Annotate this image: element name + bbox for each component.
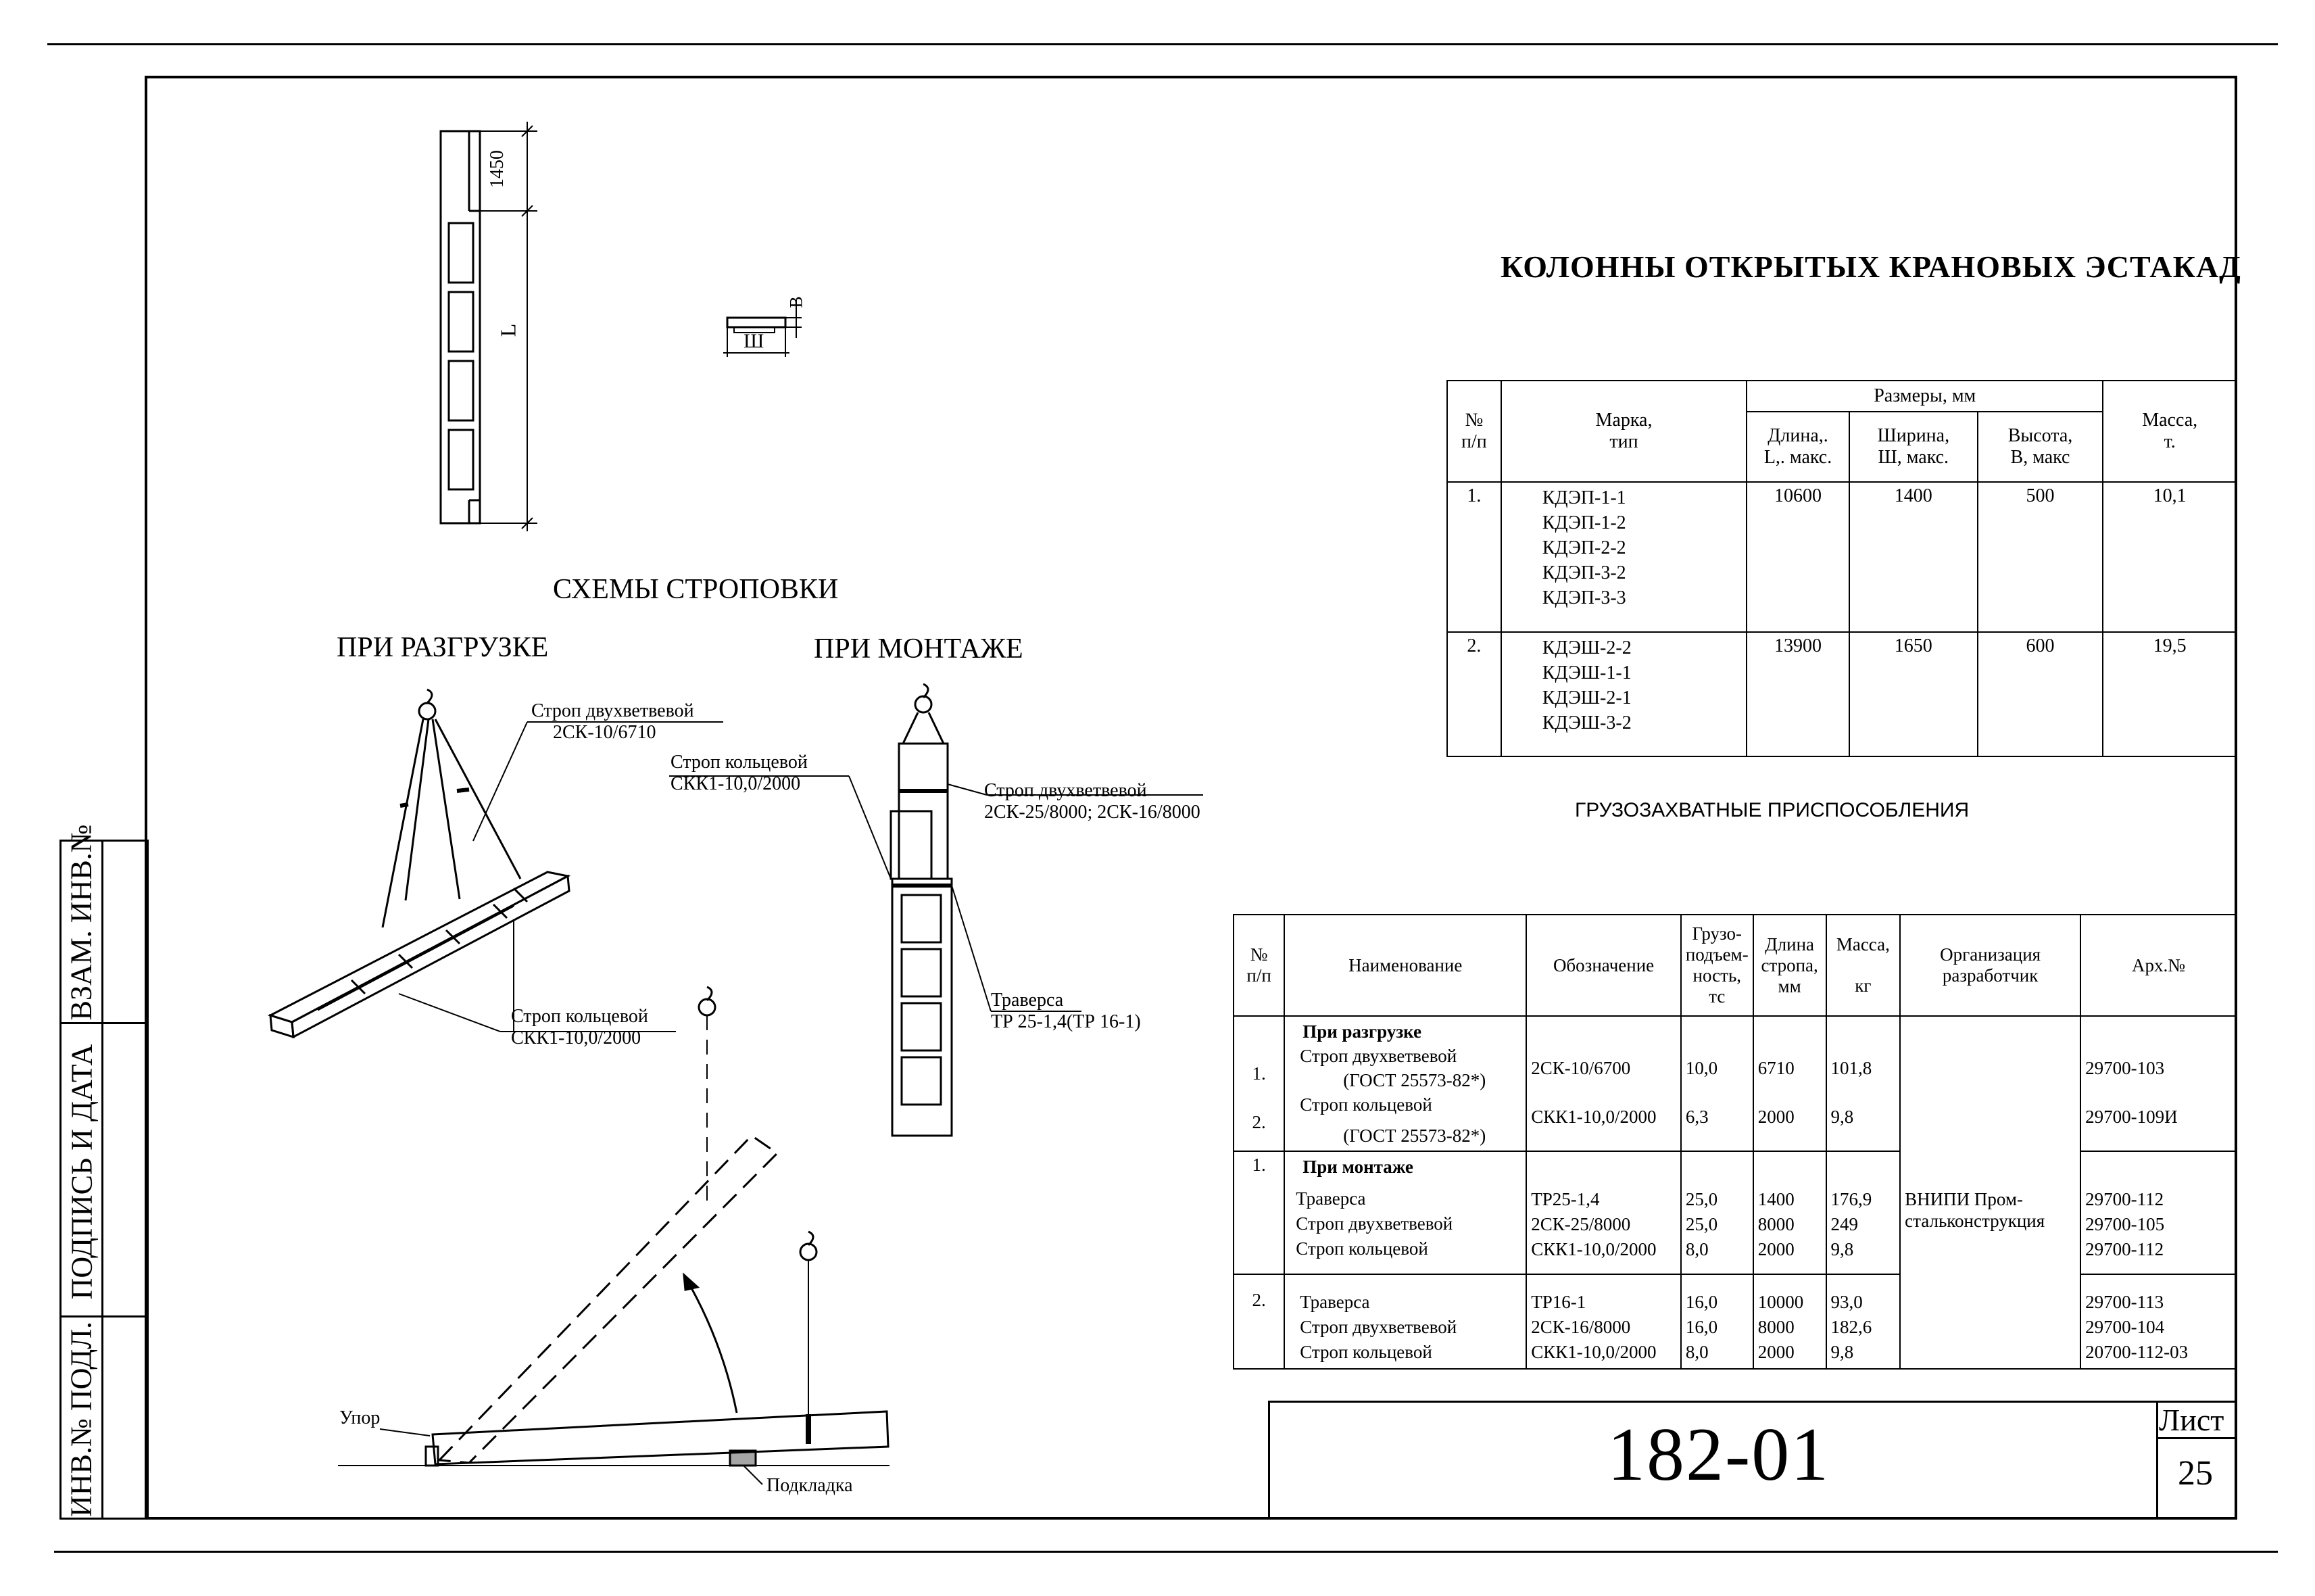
- t2-head-capacity: тс: [1709, 986, 1726, 1007]
- t2-g1-name2: (ГОСТ 25573-82*): [1343, 1126, 1486, 1146]
- t1-head-width2: Ш, макс.: [1878, 447, 1949, 468]
- t1-head-mark2: тип: [1609, 431, 1638, 452]
- t2-head-arch: Арх.№: [2080, 915, 2237, 1016]
- t2-g3-code: 2СК-16/8000: [1531, 1317, 1631, 1337]
- t1-row1-mark: КДЭП-1-1: [1542, 487, 1626, 508]
- t2-head-capacity: ность,: [1692, 965, 1742, 986]
- unload-sling-two-label: Строп двухветвевой: [531, 700, 694, 721]
- page-title: КОЛОННЫ ОТКРЫТЫХ КРАНОВЫХ ЭСТАКАД: [1501, 249, 2241, 284]
- mount-sling-ring-code: СКК1-10,0/2000: [671, 773, 801, 794]
- t2-g2-num: 1.: [1234, 1151, 1284, 1274]
- t1-head-mass2: т.: [2164, 431, 2176, 452]
- stamp-signature-date: ПОДПИСЬ И ДАТА: [65, 1044, 99, 1300]
- t2-g1-num: 2.: [1252, 1112, 1266, 1132]
- t2-g3-num: 2.: [1234, 1274, 1284, 1369]
- t1-head-num: №: [1465, 410, 1484, 431]
- t2-g1-mass: 9,8: [1830, 1107, 1854, 1127]
- t1-row2-num: 2.: [1447, 632, 1501, 756]
- t2-g3-name: Траверса: [1300, 1292, 1370, 1312]
- pad-label: Подкладка: [766, 1475, 853, 1496]
- sheet-number: 25: [2178, 1454, 2213, 1493]
- t2-g2-arch: 29700-105: [2085, 1214, 2165, 1234]
- t2-head-mass: Масса,: [1836, 934, 1890, 954]
- t1-head-width: Ширина,: [1877, 425, 1950, 446]
- t2-g3-mass: 93,0: [1830, 1292, 1863, 1312]
- t2-g3-len: 2000: [1757, 1342, 1795, 1362]
- traverse-label: Траверса: [991, 990, 1064, 1011]
- t2-g3-arch: 20700-112-03: [2085, 1342, 2189, 1362]
- t1-row2-width: 1650: [1849, 632, 1978, 756]
- t2-g1-cap: 6,3: [1685, 1107, 1709, 1127]
- t2-g3-code: ТР16-1: [1531, 1292, 1586, 1312]
- t1-row1-mass: 10,1: [2103, 482, 2237, 632]
- t1-row1-mark: КДЭП-3-3: [1542, 587, 1626, 608]
- stamp-inv-podl: ИНВ.№ ПОДЛ.: [64, 1321, 98, 1518]
- t2-g2-mass: 249: [1830, 1214, 1859, 1234]
- t2-g2-title: При монтаже: [1302, 1157, 1413, 1177]
- columns-table: [1446, 380, 2237, 757]
- t2-g1-name: Строп двухветвевой: [1300, 1046, 1457, 1066]
- t1-head-num2: п/п: [1461, 431, 1487, 452]
- t1-row2-mark: КДЭШ-1-1: [1542, 662, 1632, 683]
- t2-head-length: мм: [1778, 975, 1801, 996]
- t2-g3-mass: 182,6: [1830, 1317, 1872, 1337]
- t1-row1-mark: КДЭП-3-2: [1542, 562, 1626, 583]
- t2-head-length: Длина: [1765, 934, 1815, 954]
- table-row: [1234, 1016, 2237, 1151]
- t2-g1-name: Строп кольцевой: [1300, 1094, 1432, 1115]
- table-row: [1447, 482, 2237, 632]
- t2-g1-len: 2000: [1757, 1107, 1795, 1127]
- t2-g2-len: 1400: [1757, 1189, 1795, 1209]
- t2-g1-len: 6710: [1757, 1058, 1795, 1078]
- t1-head-sizes: Размеры, мм: [1874, 385, 1976, 406]
- dim-length-label: L: [495, 323, 520, 337]
- t2-head-capacity: Грузо-: [1692, 923, 1743, 944]
- t2-g1-mass: 101,8: [1830, 1058, 1872, 1078]
- t2-g2-arch: 29700-112: [2085, 1239, 2164, 1259]
- drawing-code: 182-01: [1607, 1413, 1830, 1497]
- t1-row2-mark: КДЭШ-2-1: [1542, 687, 1632, 708]
- t2-g3-name: Строп двухветвевой: [1300, 1317, 1457, 1337]
- t2-g3-len: 10000: [1757, 1292, 1804, 1312]
- mount-sling-two-label: Строп двухветвевой: [984, 780, 1147, 801]
- mounting-title: ПРИ МОНТАЖЕ: [814, 633, 1023, 664]
- dim-height-label: В: [786, 296, 806, 308]
- lifting-devices-caption: ГРУЗОЗАХВАТНЫЕ ПРИСПОСОБЛЕНИЯ: [1575, 799, 1970, 821]
- bottom-border-line: [54, 1551, 2278, 1553]
- t1-row2-mark: КДЭШ-3-2: [1542, 712, 1632, 733]
- erection-scheme: [338, 987, 890, 1484]
- t2-g2-len: 2000: [1757, 1239, 1795, 1259]
- t2-g3-cap: 16,0: [1685, 1317, 1718, 1337]
- t2-g2-name: Строп двухветвевой: [1296, 1213, 1453, 1234]
- t1-head-height2: В, макс: [2010, 447, 2070, 468]
- t1-head-height: Высота,: [2007, 425, 2073, 446]
- t2-g2-code: ТР25-1,4: [1531, 1189, 1600, 1209]
- t1-row2-mass: 19,5: [2103, 632, 2237, 756]
- t2-head-org: разработчик: [1942, 965, 2039, 986]
- mount-sling-ring-label: Строп кольцевой: [671, 752, 808, 773]
- t2-g2-code: 2СК-25/8000: [1531, 1214, 1631, 1234]
- t2-g1-arch: 29700-109И: [2085, 1107, 2178, 1127]
- t1-row2-height: 600: [1978, 632, 2103, 756]
- table-row: [1447, 632, 2237, 756]
- dim-width-label: Ш: [744, 330, 764, 352]
- t2-g2-name: Траверса: [1296, 1188, 1366, 1209]
- t2-head-capacity: подъем-: [1685, 944, 1749, 965]
- t2-g1-title: При разгрузке: [1302, 1021, 1422, 1042]
- t2-g2-cap: 25,0: [1685, 1189, 1718, 1209]
- table-row: [1234, 1274, 2237, 1369]
- t2-g1-code: 2СК-10/6700: [1531, 1058, 1631, 1078]
- title-block-divider: [2156, 1401, 2158, 1520]
- t2-g2-cap: 8,0: [1685, 1239, 1709, 1259]
- traverse-code: ТР 25-1,4(ТР 16-1): [991, 1011, 1141, 1032]
- unload-sling-ring-label: Строп кольцевой: [511, 1006, 648, 1027]
- t2-g1-arch: 29700-103: [2085, 1058, 2165, 1078]
- t2-g2-code: СКК1-10,0/2000: [1531, 1239, 1657, 1259]
- dim-1450-label: 1450: [487, 150, 508, 188]
- table-row: [1234, 1151, 2237, 1274]
- t1-head-mass: Масса,: [2142, 410, 2198, 431]
- t2-g1-num: 1.: [1252, 1063, 1266, 1084]
- t1-row1-width: 1400: [1849, 482, 1978, 632]
- t2-org: ВНИПИ Пром-: [1905, 1189, 2023, 1209]
- unloading-title: ПРИ РАЗГРУЗКЕ: [337, 632, 549, 663]
- t2-g3-name: Строп кольцевой: [1300, 1342, 1432, 1362]
- lifting-devices-table: [1233, 914, 2237, 1370]
- t1-head-length: Длина,.: [1768, 425, 1828, 446]
- t2-g1-code: СКК1-10,0/2000: [1531, 1107, 1657, 1127]
- t2-g2-len: 8000: [1757, 1214, 1795, 1234]
- t2-g2-name: Строп кольцевой: [1296, 1238, 1428, 1259]
- t1-row1-num: 1.: [1447, 482, 1501, 632]
- t1-row1-mark: КДЭП-1-2: [1542, 512, 1626, 533]
- stamp-vzam-inv: ВЗАМ. ИНВ.№: [64, 824, 98, 1021]
- unload-sling-ring-code: СКК1-10,0/2000: [511, 1027, 641, 1048]
- t2-g3-arch: 29700-113: [2085, 1292, 2164, 1312]
- t2-head-length: стропа,: [1761, 954, 1818, 975]
- t2-g3-cap: 8,0: [1685, 1342, 1709, 1362]
- t2-g1-name2: (ГОСТ 25573-82*): [1343, 1070, 1486, 1090]
- t2-g2-mass: 9,8: [1830, 1239, 1854, 1259]
- slinging-title: СХЕМЫ СТРОПОВКИ: [553, 574, 839, 605]
- t2-head-designation: Обозначение: [1526, 915, 1681, 1016]
- sheet-label: Лист: [2159, 1403, 2224, 1437]
- t2-g3-len: 8000: [1757, 1317, 1795, 1337]
- t2-head-num2: п/п: [1246, 965, 1271, 986]
- t2-g3-cap: 16,0: [1685, 1292, 1718, 1312]
- t1-head-mark: Марка,: [1595, 410, 1653, 431]
- t2-head-num: №: [1250, 944, 1268, 965]
- t2-g3-code: СКК1-10,0/2000: [1531, 1342, 1657, 1362]
- t1-row2-mark: КДЭШ-2-2: [1542, 637, 1632, 658]
- t2-g3-arch: 29700-104: [2085, 1317, 2165, 1337]
- unload-sling-two-code: 2СК-10/6710: [553, 722, 656, 743]
- mount-sling-two-code: 2СК-25/8000; 2СК-16/8000: [984, 802, 1200, 823]
- t2-g2-mass: 176,9: [1830, 1189, 1872, 1209]
- t2-head-name: Наименование: [1284, 915, 1526, 1016]
- t2-g1-cap: 10,0: [1685, 1058, 1718, 1078]
- stop-label: Упор: [339, 1407, 381, 1428]
- t2-head-mass: кг: [1855, 975, 1872, 996]
- t1-row2-length: 13900: [1747, 632, 1849, 756]
- t1-row1-mark: КДЭП-2-2: [1542, 537, 1626, 558]
- t1-head-length2: L,. макс.: [1763, 447, 1832, 468]
- t2-g2-arch: 29700-112: [2085, 1189, 2164, 1209]
- t1-row1-height: 500: [1978, 482, 2103, 632]
- t2-head-org: Организация: [1940, 944, 2041, 965]
- t2-g3-mass: 9,8: [1830, 1342, 1854, 1362]
- t2-org: стальконструкция: [1905, 1211, 2045, 1231]
- t2-g2-cap: 25,0: [1685, 1214, 1718, 1234]
- t1-row1-length: 10600: [1747, 482, 1849, 632]
